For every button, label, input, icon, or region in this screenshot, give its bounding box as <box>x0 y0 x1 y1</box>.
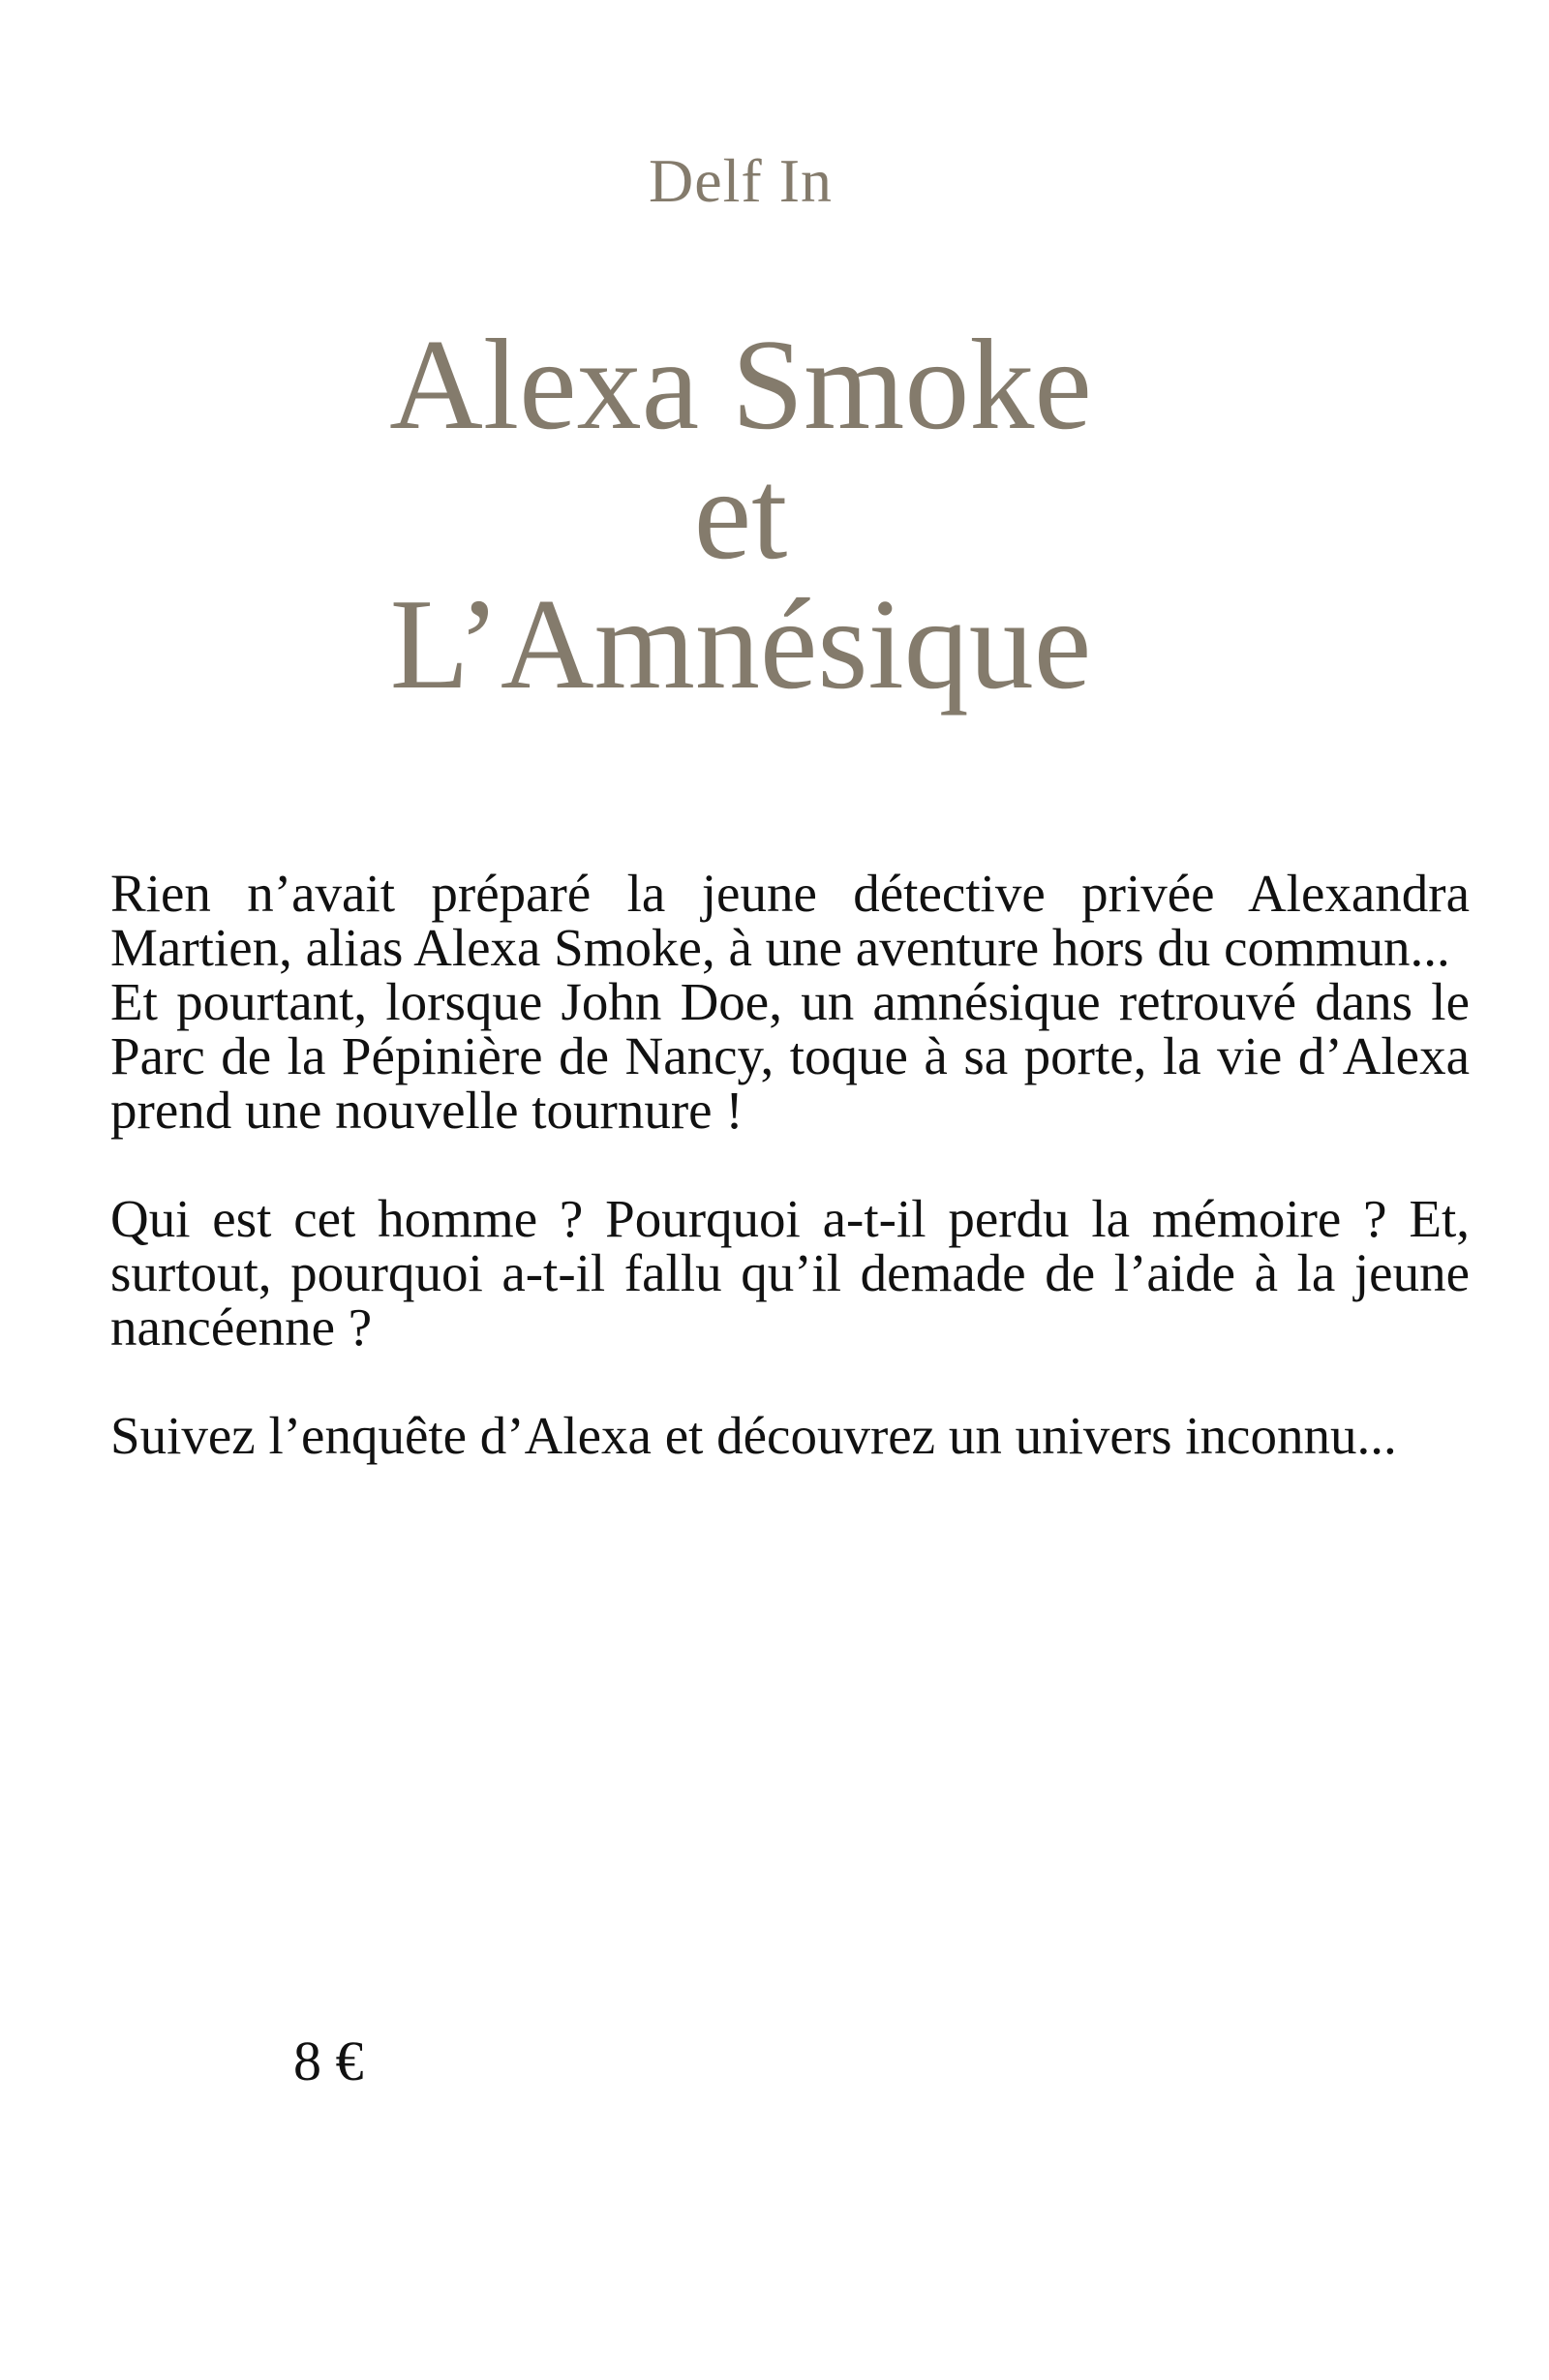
blurb-paragraph: Qui est cet homme ? Pourquoi a-t-il perdu la mémoire ? Et, surtout, pourquoi a-t-il fallu qu’il demade de l’aide à la jeune nancéenne ? <box>110 1189 1470 1357</box>
blurb-paragraph: Et pourtant, lorsque John Doe, un amnésique retrouvé dans le Parc de la Pépinière de Nancy, toque à sa porte, la vie d’Alexa prend une nouvelle tournure ! <box>110 972 1470 1140</box>
book-title <box>0 313 1481 716</box>
blurb-paragraph: Suivez l’enquête d’Alexa et découvrez un univers inconnu... <box>110 1406 1397 1465</box>
author-name: Delf In <box>648 146 834 215</box>
back-cover-blurb <box>110 864 1470 1517</box>
book-title-line: L’Amnésique <box>389 572 1092 716</box>
book-title-line: et <box>693 442 788 586</box>
price-label: 8 € <box>293 2029 364 2092</box>
book-title-line: Alexa Smoke <box>389 313 1092 456</box>
blurb-paragraph: Rien n’avait préparé la jeune détective privée Alexandra Martien, alias Alexa Smoke, à une aventure hors du commun... <box>110 864 1470 977</box>
